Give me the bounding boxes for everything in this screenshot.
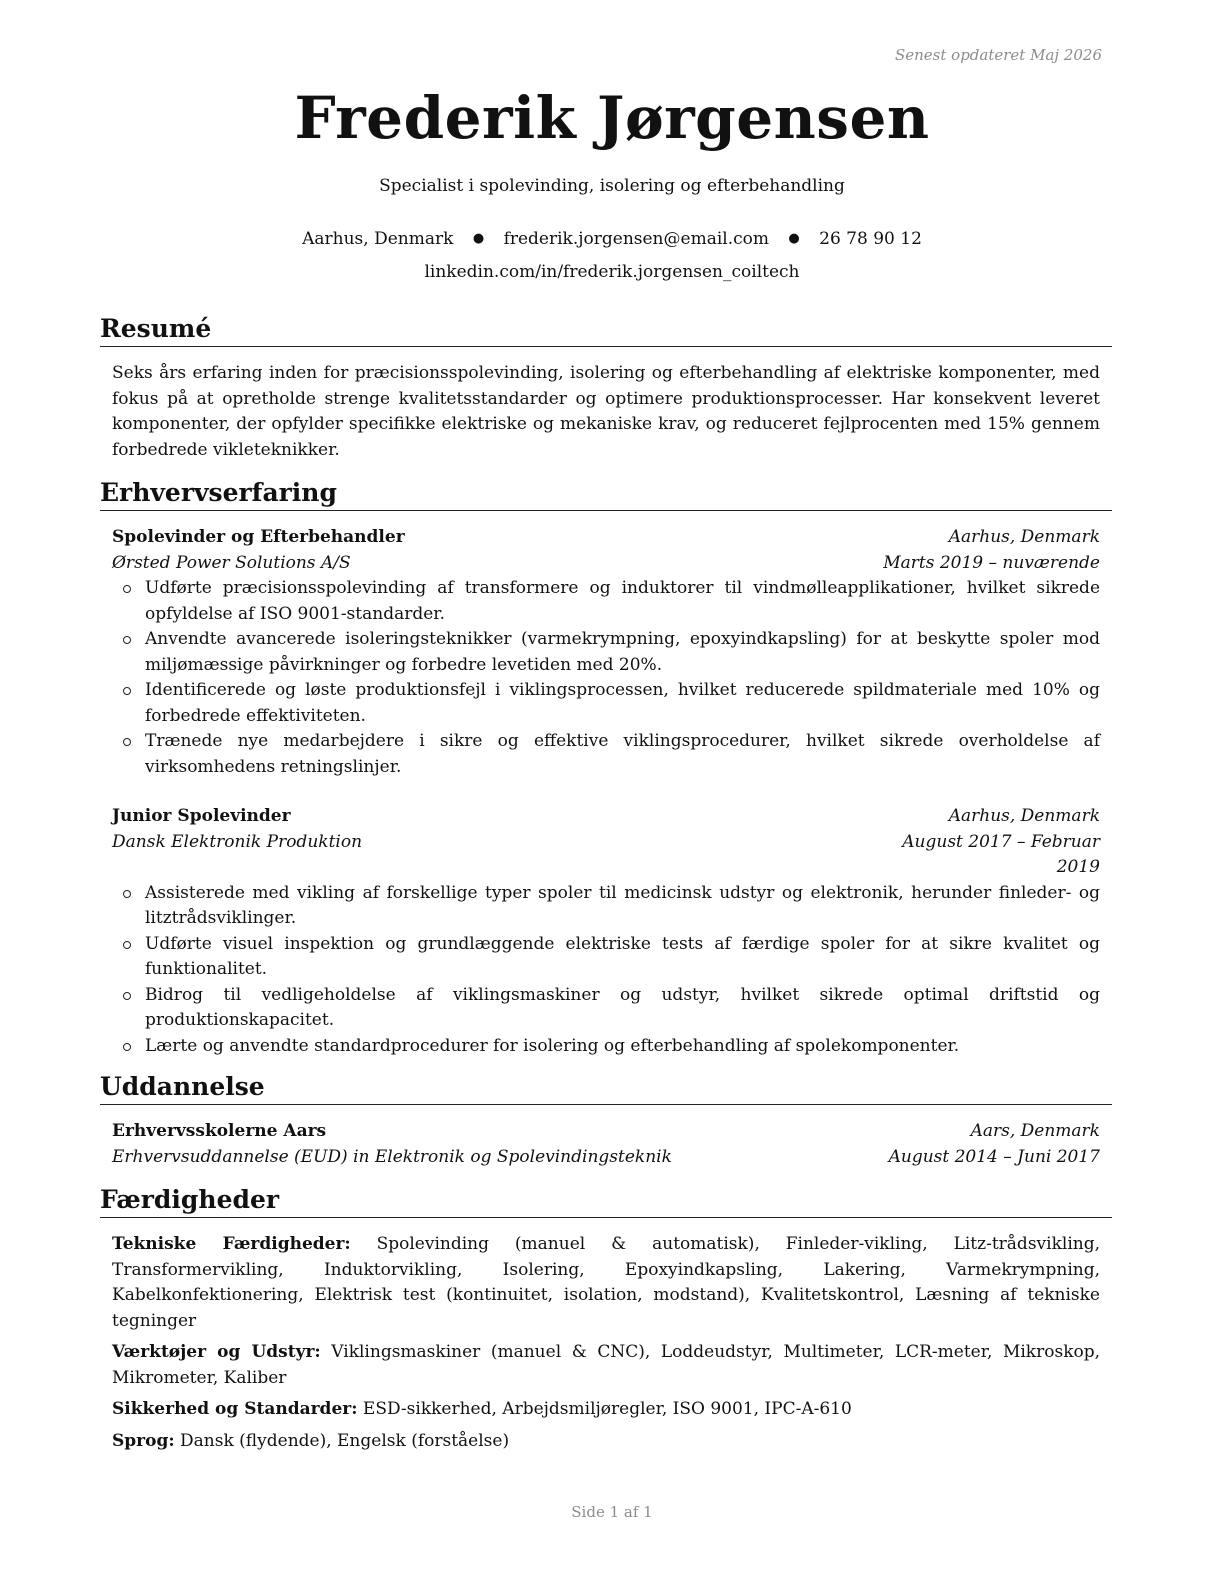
- job-bullets: [112, 576, 1100, 780]
- skill-group: [112, 1232, 1100, 1334]
- section-title-skills: Færdigheder: [100, 1185, 1112, 1218]
- bullet-text: Udførte visuel inspektion og grundlæggende elektriske tests af færdige spoler for at sikre kvalitet og funktionalitet.: [145, 933, 1100, 979]
- last-updated: Senest opdateret Maj 2026: [894, 46, 1102, 64]
- education-degree: Erhvervsuddannelse (EUD) in Elektronik og Spolevindingsteknik: [112, 1146, 672, 1167]
- summary-section: [100, 314, 1112, 463]
- circle-bullet-icon: [123, 585, 131, 593]
- list-item: [112, 881, 1100, 932]
- skill-text: Viklingsmaskiner (manuel & CNC), Loddeudstyr, Multimeter, LCR-meter, Mikroskop, Mikrometer, Kaliber: [112, 1342, 1101, 1388]
- education-location: Aars, Denmark: [970, 1121, 1100, 1141]
- bullet-text: Udførte præcisionsspolevinding af transformere og induktorer til vindmølleapplikationer, hvilket sikrede opfyldelse af ISO 9001-standarder.: [145, 578, 1100, 624]
- job-dates: Marts 2019 – nuværende: [883, 552, 1100, 573]
- skill-label: Værktøjer og Udstyr:: [112, 1342, 321, 1362]
- page-number: Side 1 af 1: [571, 1503, 653, 1521]
- job-company: Dansk Elektronik Produktion: [112, 831, 363, 852]
- circle-bullet-icon: [123, 992, 131, 1000]
- skill-group: [112, 1340, 1100, 1391]
- experience-section: [100, 478, 1112, 1059]
- section-title-experience: Erhvervserfaring: [100, 478, 1112, 511]
- skill-group: [112, 1429, 1100, 1455]
- bullet-text: Anvendte avancerede isoleringsteknikker (varmekrympning, epoxyindkapsling) for at beskytte spoler mod miljømæssige påvirkninger og forbedre levetiden med 20%.: [145, 629, 1100, 675]
- skill-label: Sprog:: [112, 1430, 175, 1451]
- circle-bullet-icon: [123, 941, 131, 949]
- job-location: Aarhus, Denmark: [948, 806, 1100, 826]
- section-title-summary: Resumé: [100, 314, 1112, 347]
- circle-bullet-icon: [123, 738, 131, 746]
- skill-label: Sikkerhed og Standarder:: [112, 1399, 358, 1419]
- job-entry: [112, 804, 1100, 1059]
- skill-label: Tekniske Færdigheder:: [112, 1234, 351, 1254]
- education-school: Erhvervsskolerne Aars: [112, 1121, 327, 1141]
- skill-text: Spolevinding (manuel & automatisk), Finleder-vikling, Litz-trådsvikling, Transformervikling, Induktorvikling, Isolering, Epoxyindkapsling, Lakering, Varmekrympning, Kabelkonfektionering, Elektrisk test (kontinuitet, isolation, modstand), Kvalitetskontrol, Læsning af tekniske tegninger: [112, 1234, 1100, 1331]
- candidate-name: Frederik Jørgensen: [294, 84, 930, 152]
- list-item: [112, 627, 1100, 678]
- job-bullets: [112, 881, 1100, 1060]
- list-item: [112, 932, 1100, 983]
- circle-bullet-icon: [123, 1043, 131, 1051]
- circle-bullet-icon: [123, 890, 131, 898]
- contact-linkedin[interactable]: linkedin.com/in/frederik.jorgensen_coiltech: [424, 262, 800, 282]
- skills-section: [100, 1185, 1112, 1454]
- job-company: Ørsted Power Solutions A/S: [112, 552, 351, 573]
- list-item: [112, 678, 1100, 729]
- list-item: [112, 1034, 1100, 1060]
- bullet-text: Trænede nye medarbejdere i sikre og effektive viklingsprocedurer, hvilket sikrede overholdelse af virksomhedens retningslinjer.: [145, 731, 1100, 777]
- list-item: [112, 983, 1100, 1034]
- education-entry: [112, 1119, 1100, 1170]
- bullet-text: Identificerede og løste produktionsfejl i viklingsprocessen, hvilket reducerede spildmateriale med 10% og forbedrede effektiviteten.: [145, 680, 1100, 726]
- job-role: Junior Spolevinder: [112, 806, 291, 826]
- section-title-education: Uddannelse: [100, 1072, 1112, 1105]
- circle-bullet-icon: [123, 636, 131, 644]
- skill-group: [112, 1397, 1100, 1423]
- bullet-separator-icon: ●: [472, 231, 485, 246]
- bullet-text: Bidrog til vedligeholdelse af viklingsmaskiner og udstyr, hvilket sikrede optimal driftstid og produktionskapacitet.: [145, 984, 1100, 1030]
- skill-text: ESD-sikkerhed, Arbejdsmiljøregler, ISO 9001, IPC-A-610: [362, 1399, 852, 1419]
- bullet-separator-icon: ●: [788, 231, 800, 246]
- contact-line: [0, 229, 1224, 249]
- education-section: [100, 1072, 1112, 1170]
- contact-phone[interactable]: 26 78 90 12: [819, 229, 922, 249]
- skill-text: Dansk (flydende), Engelsk (forståelse): [180, 1430, 510, 1451]
- summary-text: Seks års erfaring inden for præcisionsspolevinding, isolering og efterbehandling af elektriske komponenter, med fokus på at opretholde strenge kvalitetsstandarder og optimere produktionsprocesser. Har konsekvent leveret komponenter, der opfylder specifikke elektriske og mekaniske krav, og reduceret fejlprocenten med 15% gennem forbedrede vikleteknikker.: [112, 363, 1100, 460]
- bullet-text: Assisterede med vikling af forskellige typer spoler til medicinsk udstyr og elektronik, herunder finleder- og litztrådsviklinger.: [145, 882, 1100, 928]
- bullet-text: Lærte og anvendte standardprocedurer for isolering og efterbehandling af spolekomponenter.: [145, 1035, 960, 1056]
- contact-email[interactable]: frederik.jorgensen@email.com: [503, 229, 769, 249]
- job-role: Spolevinder og Efterbehandler: [112, 527, 405, 547]
- job-dates: August 2017 – Februar 2019: [902, 831, 1100, 877]
- list-item: [112, 576, 1100, 627]
- education-dates: August 2014 – Juni 2017: [888, 1146, 1100, 1167]
- tagline: Specialist i spolevinding, isolering og efterbehandling: [379, 176, 845, 196]
- job-location: Aarhus, Denmark: [948, 527, 1100, 547]
- circle-bullet-icon: [123, 687, 131, 695]
- contact-location: Aarhus, Denmark: [302, 229, 454, 249]
- list-item: [112, 729, 1100, 780]
- job-entry: [112, 525, 1100, 780]
